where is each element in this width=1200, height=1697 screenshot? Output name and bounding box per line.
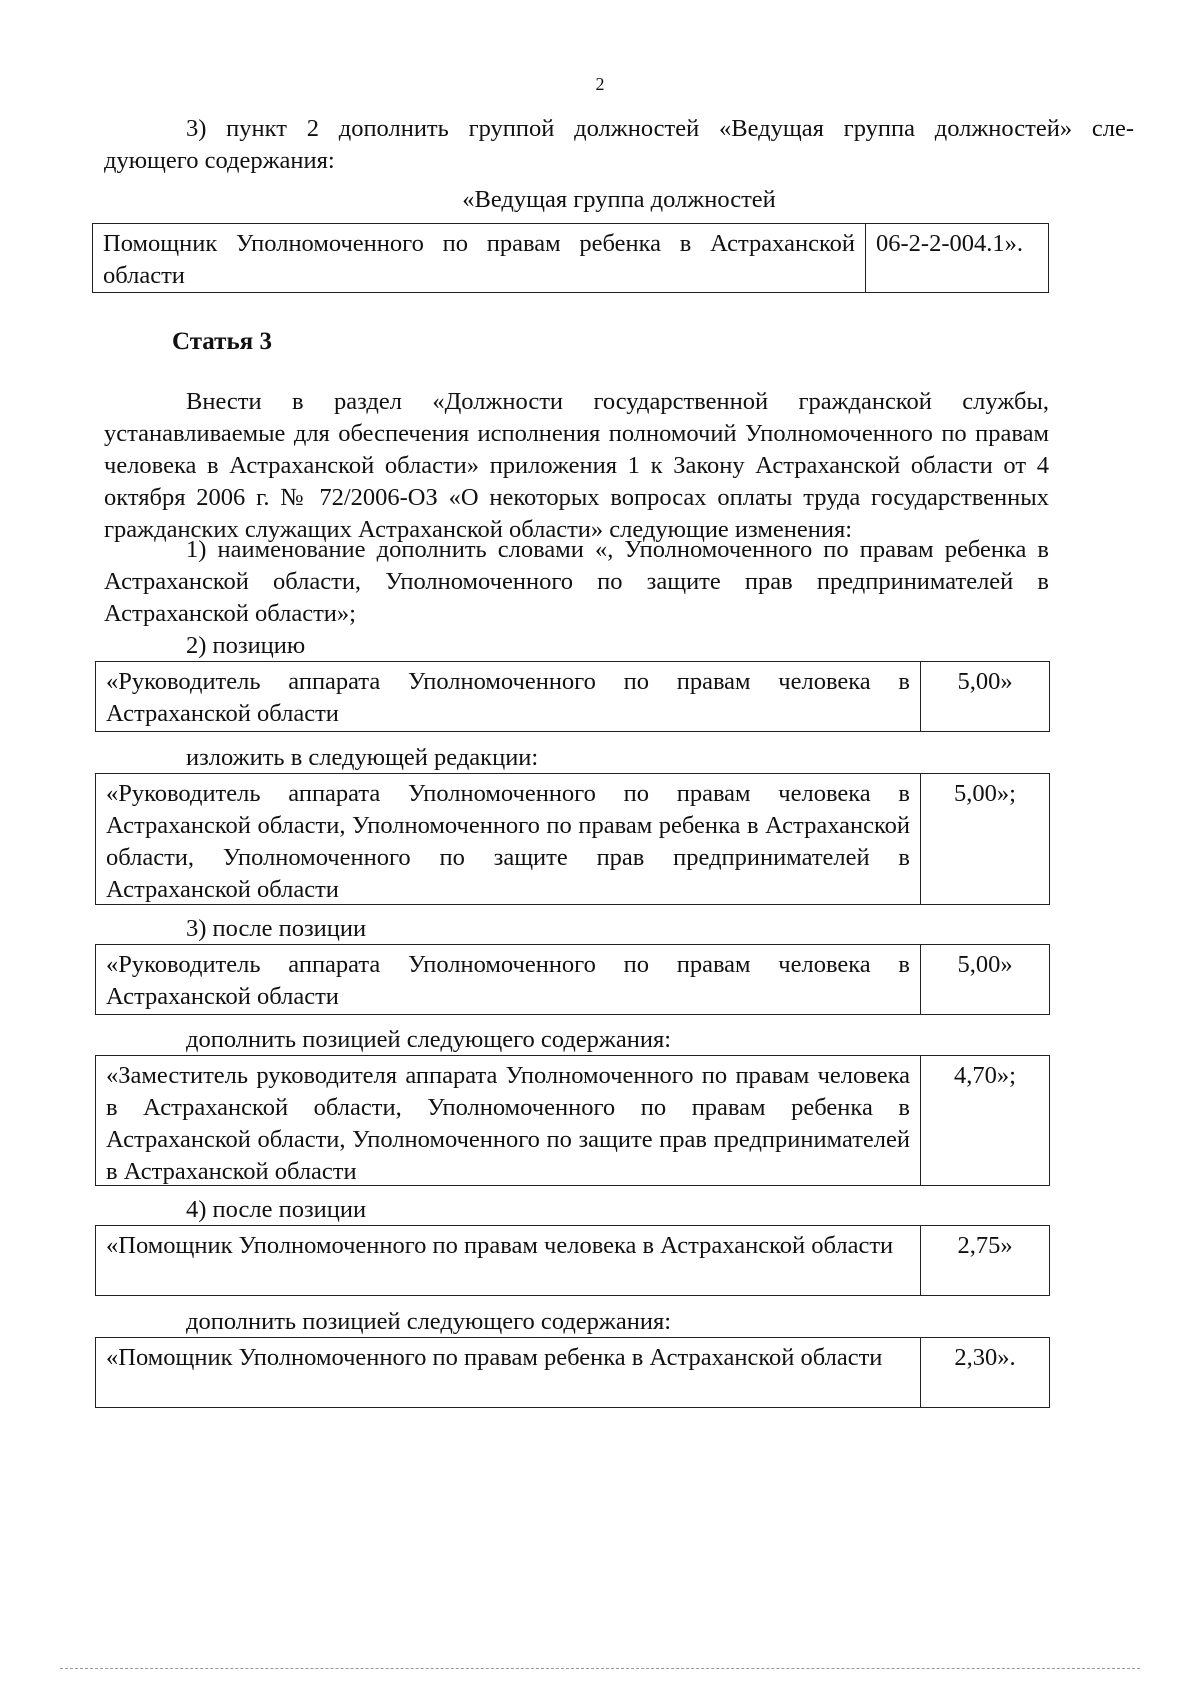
item3-intro-line1: 3) пункт 2 дополнить группой должностей «Ведущая группа должностей» сле- (186, 115, 1134, 142)
table-position-4 (95, 1055, 1050, 1186)
table5-position-cell: «Помощник Уполномоченного по правам человека в Астраханской области (96, 1226, 921, 1295)
group-code-cell: 06-2-2-004.1». (876, 230, 1023, 257)
article-heading: Статья 3 (172, 328, 272, 355)
item1-paragraph: 1) наименование дополнить словами «, Уполномоченного по правам ребенка в Астраханской области, Уполномоченного по защите прав предпринимателей в Астраханской области»; (104, 536, 1049, 627)
article-paragraph: Внести в раздел «Должности государственной гражданской службы, устанавливаемые для обеспечения исполнения полномочий Уполномоченного по правам человека в Астраханской области» приложения 1 к Закону Астраханской области от 4 октября 2006 г. № 72/2006-ОЗ «О некоторых вопросах оплаты труда государственных гражданских служащих Астраханской области» следующие изменения: (104, 388, 1049, 543)
group-position-table (92, 223, 1049, 293)
table2-value-cell: 5,00»; (954, 780, 1016, 807)
table5-value-cell: 2,75» (957, 1232, 1013, 1259)
table1-position-cell: «Руководитель аппарата Уполномоченного по правам человека в Астраханской области (96, 662, 921, 731)
page-number: 2 (595, 74, 605, 94)
item2-after: изложить в следующей редакции: (186, 744, 539, 771)
table-position-6 (95, 1337, 1050, 1408)
table6-position-cell: «Помощник Уполномоченного по правам ребенка в Астраханской области (96, 1338, 921, 1407)
item2-label: 2) позицию (186, 632, 306, 659)
table1-value-cell: 5,00» (957, 668, 1013, 695)
item4-after: дополнить позицией следующего содержания: (186, 1308, 672, 1335)
table-position-2 (95, 773, 1050, 905)
table-position-3 (95, 944, 1050, 1015)
item3-label: 3) после позиции (186, 915, 367, 942)
table6-value-cell: 2,30». (954, 1344, 1016, 1371)
table4-value-cell: 4,70»; (954, 1062, 1016, 1089)
group-title: «Ведущая группа должностей (462, 186, 776, 213)
item3-after: дополнить позицией следующего содержания: (186, 1026, 672, 1053)
table2-position-cell: «Руководитель аппарата Уполномоченного по правам человека в Астраханской области, Уполномоченного по правам ребенка в Астраханской области, Уполномоченного по защите прав предпринимателей в Астраханской области (96, 774, 921, 904)
table-position-5 (95, 1225, 1050, 1296)
scan-edge-line (60, 1668, 1140, 1669)
item3-intro-line2: дующего содержания: (104, 147, 335, 174)
table3-value-cell: 5,00» (957, 951, 1013, 978)
item4-label: 4) после позиции (186, 1196, 367, 1223)
table3-position-cell: «Руководитель аппарата Уполномоченного по правам человека в Астраханской области (96, 945, 921, 1014)
group-position-cell: Помощник Уполномоченного по правам ребенка в Астраханской области (93, 224, 866, 292)
table4-position-cell: «Заместитель руководителя аппарата Уполномоченного по правам человека в Астраханской области, Уполномоченного по правам ребенка в Астраханской области, Уполномоченного по защите прав предпринимателей в Астраханской области (96, 1056, 921, 1185)
table-position-1 (95, 661, 1050, 732)
